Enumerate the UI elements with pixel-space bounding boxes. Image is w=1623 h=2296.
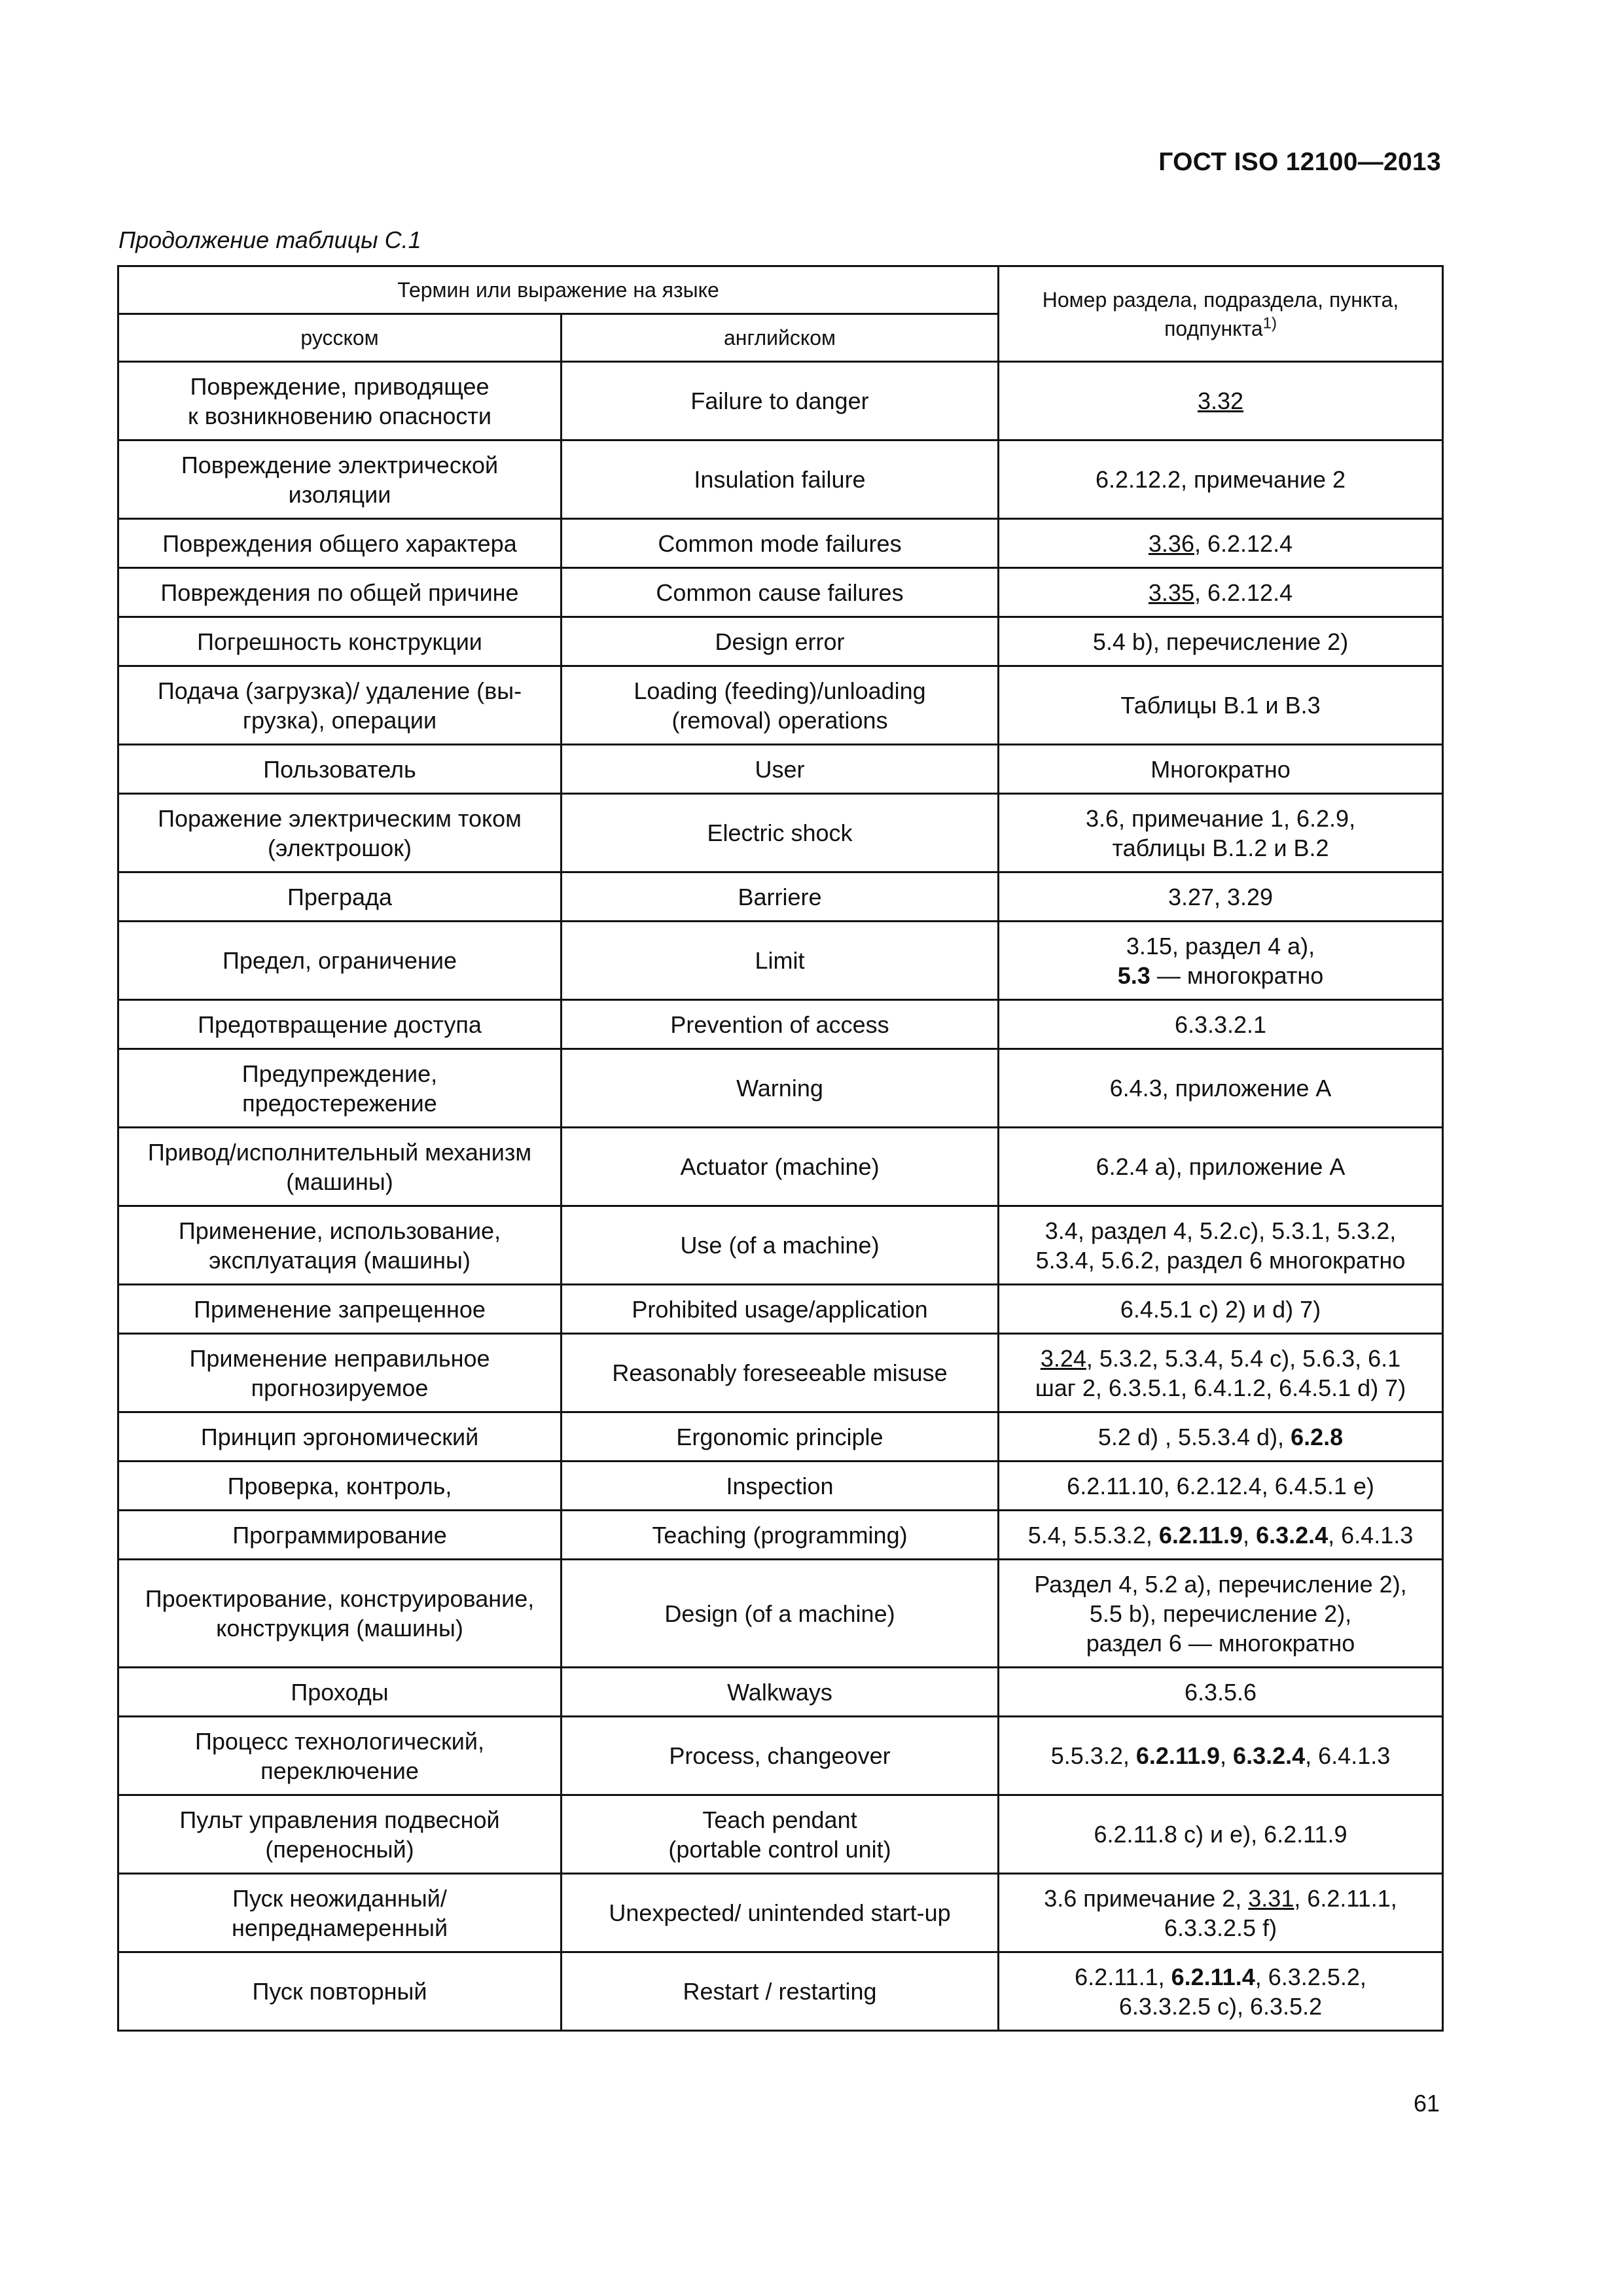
section-reference [999,440,1443,519]
section-reference [999,1795,1443,1874]
section-ref-text: Многократно [1150,755,1291,783]
ru-line: Повреждения общего характера [162,529,517,557]
document-id: ГОСТ ISO 12100—2013 [1158,148,1441,176]
term-russian [118,1952,562,2031]
en-line: User [755,755,805,783]
table-row [118,1668,1443,1717]
ru-line: Повреждение электрической [181,451,499,478]
section-link-ref: 3.24 [1040,1344,1086,1372]
section-ref-text: 3.15, раздел 4 а), [1126,932,1315,960]
ru-line: Применение запрещенное [194,1295,486,1323]
table-row [118,1206,1443,1285]
term-english [562,1128,999,1206]
en-line: Design (of a machine) [664,1600,895,1627]
section-reference [999,1000,1443,1049]
term-english [562,1334,999,1412]
term-english [562,922,999,1000]
term-english [562,745,999,794]
section-ref-text: таблицы В.1.2 и В.2 [1112,834,1329,861]
page-number: 61 [1413,2090,1440,2117]
en-line: Prohibited usage/application [632,1295,928,1323]
en-line: (removal) operations [671,706,888,734]
ru-line: Пуск неожиданный/ [232,1884,447,1912]
table-row [118,922,1443,1000]
ru-line: Подача (загрузка)/ удаление (вы- [157,677,522,704]
section-reference [999,568,1443,617]
term-english [562,1795,999,1874]
table-row [118,666,1443,745]
ru-line: Процесс технологический, [194,1727,484,1755]
ru-line: Повреждение, приводящее [190,372,490,400]
table-header [118,266,1443,362]
table-row [118,1795,1443,1874]
section-reference [999,362,1443,440]
en-line: Insulation failure [694,466,866,493]
term-russian [118,666,562,745]
ru-line: изоляции [288,480,391,508]
table-row [118,440,1443,519]
section-reference [999,1334,1443,1412]
en-line: Electric shock [707,819,853,846]
section-ref-text: Раздел 4, 5.2 а), перечисление 2), [1034,1570,1407,1598]
section-link-ref: 3.36 [1148,529,1194,557]
section-ref-text: 6.3.5.6 [1184,1678,1257,1706]
en-line: Teaching (programming) [652,1521,908,1549]
table-row [118,745,1443,794]
section-reference [999,1462,1443,1511]
header-russian: русском [118,314,562,362]
ru-line: Погрешность конструкции [197,628,482,655]
section-ref-text: , [1220,1742,1234,1769]
term-english [562,1285,999,1334]
ru-line: Пульт управления подвесной [179,1806,500,1833]
section-ref-text: 5.3.4, 5.6.2, раздел 6 многократно [1035,1246,1406,1274]
en-line: Prevention of access [670,1011,889,1038]
section-ref-text: , 6.4.1.3 [1305,1742,1391,1769]
term-russian [118,1874,562,1952]
term-russian [118,1511,562,1560]
section-ref-text: раздел 6 — многократно [1086,1629,1355,1657]
term-russian [118,794,562,872]
section-ref-text: , 6.4.1.3 [1328,1521,1414,1549]
en-line: Use (of a machine) [680,1232,880,1259]
term-english [562,1874,999,1952]
section-reference [999,922,1443,1000]
section-reference [999,1560,1443,1668]
section-reference [999,519,1443,568]
section-reference [999,1717,1443,1795]
section-ref-text: 3.4, раздел 4, 5.2.с), 5.3.1, 5.3.2, [1044,1217,1397,1244]
section-ref-text: 6.2.12.2, примечание 2 [1095,466,1346,493]
term-english [562,519,999,568]
en-line: Barriere [738,883,822,910]
ru-line: Принцип эргономический [200,1423,479,1450]
term-english [562,1668,999,1717]
ru-line: (машины) [286,1168,393,1195]
table-row [118,1000,1443,1049]
ru-line: Пуск повторный [252,1978,427,2005]
table-row [118,872,1443,922]
ru-line: эксплуатация (машины) [209,1246,471,1274]
footnote-ref: 1) [1262,314,1277,332]
ru-line: предостережение [242,1089,437,1117]
term-english [562,872,999,922]
section-ref-text: Таблицы В.1 и В.3 [1120,692,1321,719]
ru-line: Проектирование, конструирование, [145,1585,535,1612]
en-line: (portable control unit) [668,1835,891,1863]
en-line: Inspection [726,1472,834,1499]
term-russian [118,922,562,1000]
section-reference [999,666,1443,745]
term-english [562,666,999,745]
term-russian [118,872,562,922]
en-line: Restart / restarting [683,1978,877,2005]
table-row [118,1285,1443,1334]
term-russian [118,362,562,440]
section-ref-text: 6.3.3.2.5 f) [1164,1914,1277,1941]
term-russian [118,519,562,568]
section-ref-text: 5.5.3.2, [1050,1742,1136,1769]
term-english [562,1462,999,1511]
table-row [118,1049,1443,1128]
terms-table [117,265,1444,2032]
ru-line: (переносный) [265,1835,414,1863]
section-ref-text: 6.2.8 [1291,1423,1344,1450]
table-row [118,1952,1443,2031]
term-english [562,1511,999,1560]
en-line: Warning [736,1075,823,1102]
ru-line: Преграда [287,883,393,910]
section-ref-text: 5.5 b), перечисление 2), [1089,1600,1352,1627]
header-english: английском [562,314,999,362]
table-row [118,617,1443,666]
en-line: Actuator (machine) [680,1153,880,1180]
ru-line: к возникновению опасности [187,402,491,429]
table-row [118,362,1443,440]
term-russian [118,1206,562,1285]
en-line: Failure to danger [690,387,869,414]
ru-line: Проходы [291,1678,389,1706]
table-row [118,1717,1443,1795]
table-row [118,1334,1443,1412]
en-line: Reasonably foreseeable misuse [612,1359,948,1386]
en-line: Teach pendant [702,1806,857,1833]
section-ref-text: 6.2.11.8 c) и e), 6.2.11.9 [1094,1821,1347,1848]
section-ref-text: 5.4 b), перечисление 2) [1092,628,1349,655]
section-reference [999,1285,1443,1334]
term-english [562,568,999,617]
term-russian [118,568,562,617]
section-reference [999,1668,1443,1717]
ru-line: Поражение электрическим током [158,804,522,832]
term-english [562,1952,999,2031]
section-ref-text: 6.2.11.4 [1171,1963,1255,1990]
ru-line: Повреждения по общей причине [160,579,519,606]
section-ref-text: 6.4.5.1 c) 2) и d) 7) [1120,1295,1321,1323]
header-section-number [999,266,1443,362]
ru-line: Применение неправильное [189,1344,490,1372]
table-row [118,1560,1443,1668]
term-russian [118,1285,562,1334]
section-ref-text: , 5.3.2, 5.3.4, 5.4 с), 5.6.3, 6.1 [1086,1344,1401,1372]
term-russian [118,1412,562,1462]
section-ref-text: , 6.2.12.4 [1194,529,1293,557]
term-english [562,1000,999,1049]
term-russian [118,1128,562,1206]
term-russian [118,1560,562,1668]
en-line: Loading (feeding)/unloading [633,677,926,704]
section-ref-text: 3.27, 3.29 [1168,883,1274,910]
section-ref-text: 6.2.11.9 [1158,1521,1243,1549]
term-russian [118,617,562,666]
section-ref-text: 6.2.4 а), приложение А [1096,1153,1346,1180]
term-russian [118,1717,562,1795]
ru-line: Программирование [232,1521,447,1549]
section-ref-text: , 6.3.2.5.2, [1255,1963,1366,1990]
term-russian [118,1334,562,1412]
section-ref-text: , 6.2.11.1, [1294,1884,1397,1912]
section-reference [999,1206,1443,1285]
en-line: Unexpected/ unintended start-up [609,1899,951,1926]
section-reference [999,1874,1443,1952]
section-link-ref: 3.35 [1148,579,1194,606]
term-english [562,1717,999,1795]
en-line: Walkways [727,1678,832,1706]
term-english [562,794,999,872]
ru-line: переключение [260,1757,419,1784]
en-line: Common mode failures [658,529,902,557]
term-russian [118,1000,562,1049]
table-row [118,1462,1443,1511]
en-line: Process, changeover [669,1742,891,1769]
header-section-number-label: Номер раздела, подраздела, пункта, подпункта [1042,287,1399,340]
section-ref-text: 6.3.2.4 [1233,1742,1306,1769]
table-continuation-caption: Продолжение таблицы С.1 [118,226,421,253]
table-row [118,568,1443,617]
section-reference [999,1412,1443,1462]
term-english [562,1049,999,1128]
ru-line: прогнозируемое [251,1374,429,1401]
ru-line: (электрошок) [268,834,412,861]
section-ref-text: , 6.2.12.4 [1194,579,1293,606]
section-reference [999,1049,1443,1128]
section-link-ref: 3.31 [1248,1884,1294,1912]
section-ref-text: 5.4, 5.5.3.2, [1027,1521,1159,1549]
section-ref-text: 6.2.11.9 [1135,1742,1221,1769]
section-ref-text: 5.3 [1117,961,1150,989]
ru-line: конструкция (машины) [216,1615,463,1641]
section-ref-text: 6.3.3.2.1 [1174,1011,1267,1038]
term-russian [118,1668,562,1717]
ru-line: Пользователь [263,755,416,783]
ru-line: Предотвращение доступа [198,1011,482,1038]
section-ref-text: — многократно [1150,961,1324,989]
ru-line: Проверка, контроль, [227,1472,452,1499]
term-english [562,362,999,440]
ru-line: Применение, использование, [178,1217,501,1244]
table-row [118,794,1443,872]
section-ref-text: 6.4.3, приложение А [1109,1075,1332,1102]
en-line: Limit [755,947,805,974]
section-reference [999,745,1443,794]
table-row [118,519,1443,568]
ru-line: непреднамеренный [231,1914,448,1941]
en-line: Design error [715,628,845,655]
section-ref-text: 6.3.3.2.5 c), 6.3.5.2 [1118,1992,1323,2020]
term-english [562,440,999,519]
ru-line: Предупреждение, [241,1060,438,1087]
section-ref-text: 6.2.11.1, [1075,1963,1171,1990]
term-russian [118,745,562,794]
term-english [562,1412,999,1462]
term-english [562,617,999,666]
table-body [118,362,1443,2031]
section-reference [999,1511,1443,1560]
section-reference [999,794,1443,872]
table-row [118,1412,1443,1462]
term-russian [118,1795,562,1874]
term-english [562,1560,999,1668]
section-ref-text: 5.2 d) , 5.5.3.4 d), [1097,1423,1291,1450]
section-reference [999,872,1443,922]
section-ref-text: 3.6, примечание 1, 6.2.9, [1085,804,1356,832]
term-russian [118,440,562,519]
section-reference [999,1952,1443,2031]
section-ref-text: 6.2.11.10, 6.2.12.4, 6.4.5.1 e) [1067,1472,1374,1499]
table-row [118,1874,1443,1952]
term-russian [118,1049,562,1128]
ru-line: Привод/исполнительный механизм [147,1138,532,1166]
section-ref-text: , [1243,1521,1257,1549]
en-line: Common cause failures [656,579,904,606]
section-reference [999,617,1443,666]
section-reference [999,1128,1443,1206]
ru-line: грузка), операции [242,706,437,734]
section-link-ref: 3.32 [1197,387,1244,414]
header-language-group: Термин или выражение на языке [118,266,999,314]
table-row [118,1128,1443,1206]
section-ref-text: 6.3.2.4 [1256,1521,1329,1549]
en-line: Ergonomic principle [676,1423,883,1450]
term-english [562,1206,999,1285]
section-ref-text: 3.6 примечание 2, [1044,1884,1249,1912]
table-row [118,1511,1443,1560]
term-russian [118,1462,562,1511]
ru-line: Предел, ограничение [223,947,457,974]
section-ref-text: шаг 2, 6.3.5.1, 6.4.1.2, 6.4.5.1 d) 7) [1035,1374,1406,1401]
